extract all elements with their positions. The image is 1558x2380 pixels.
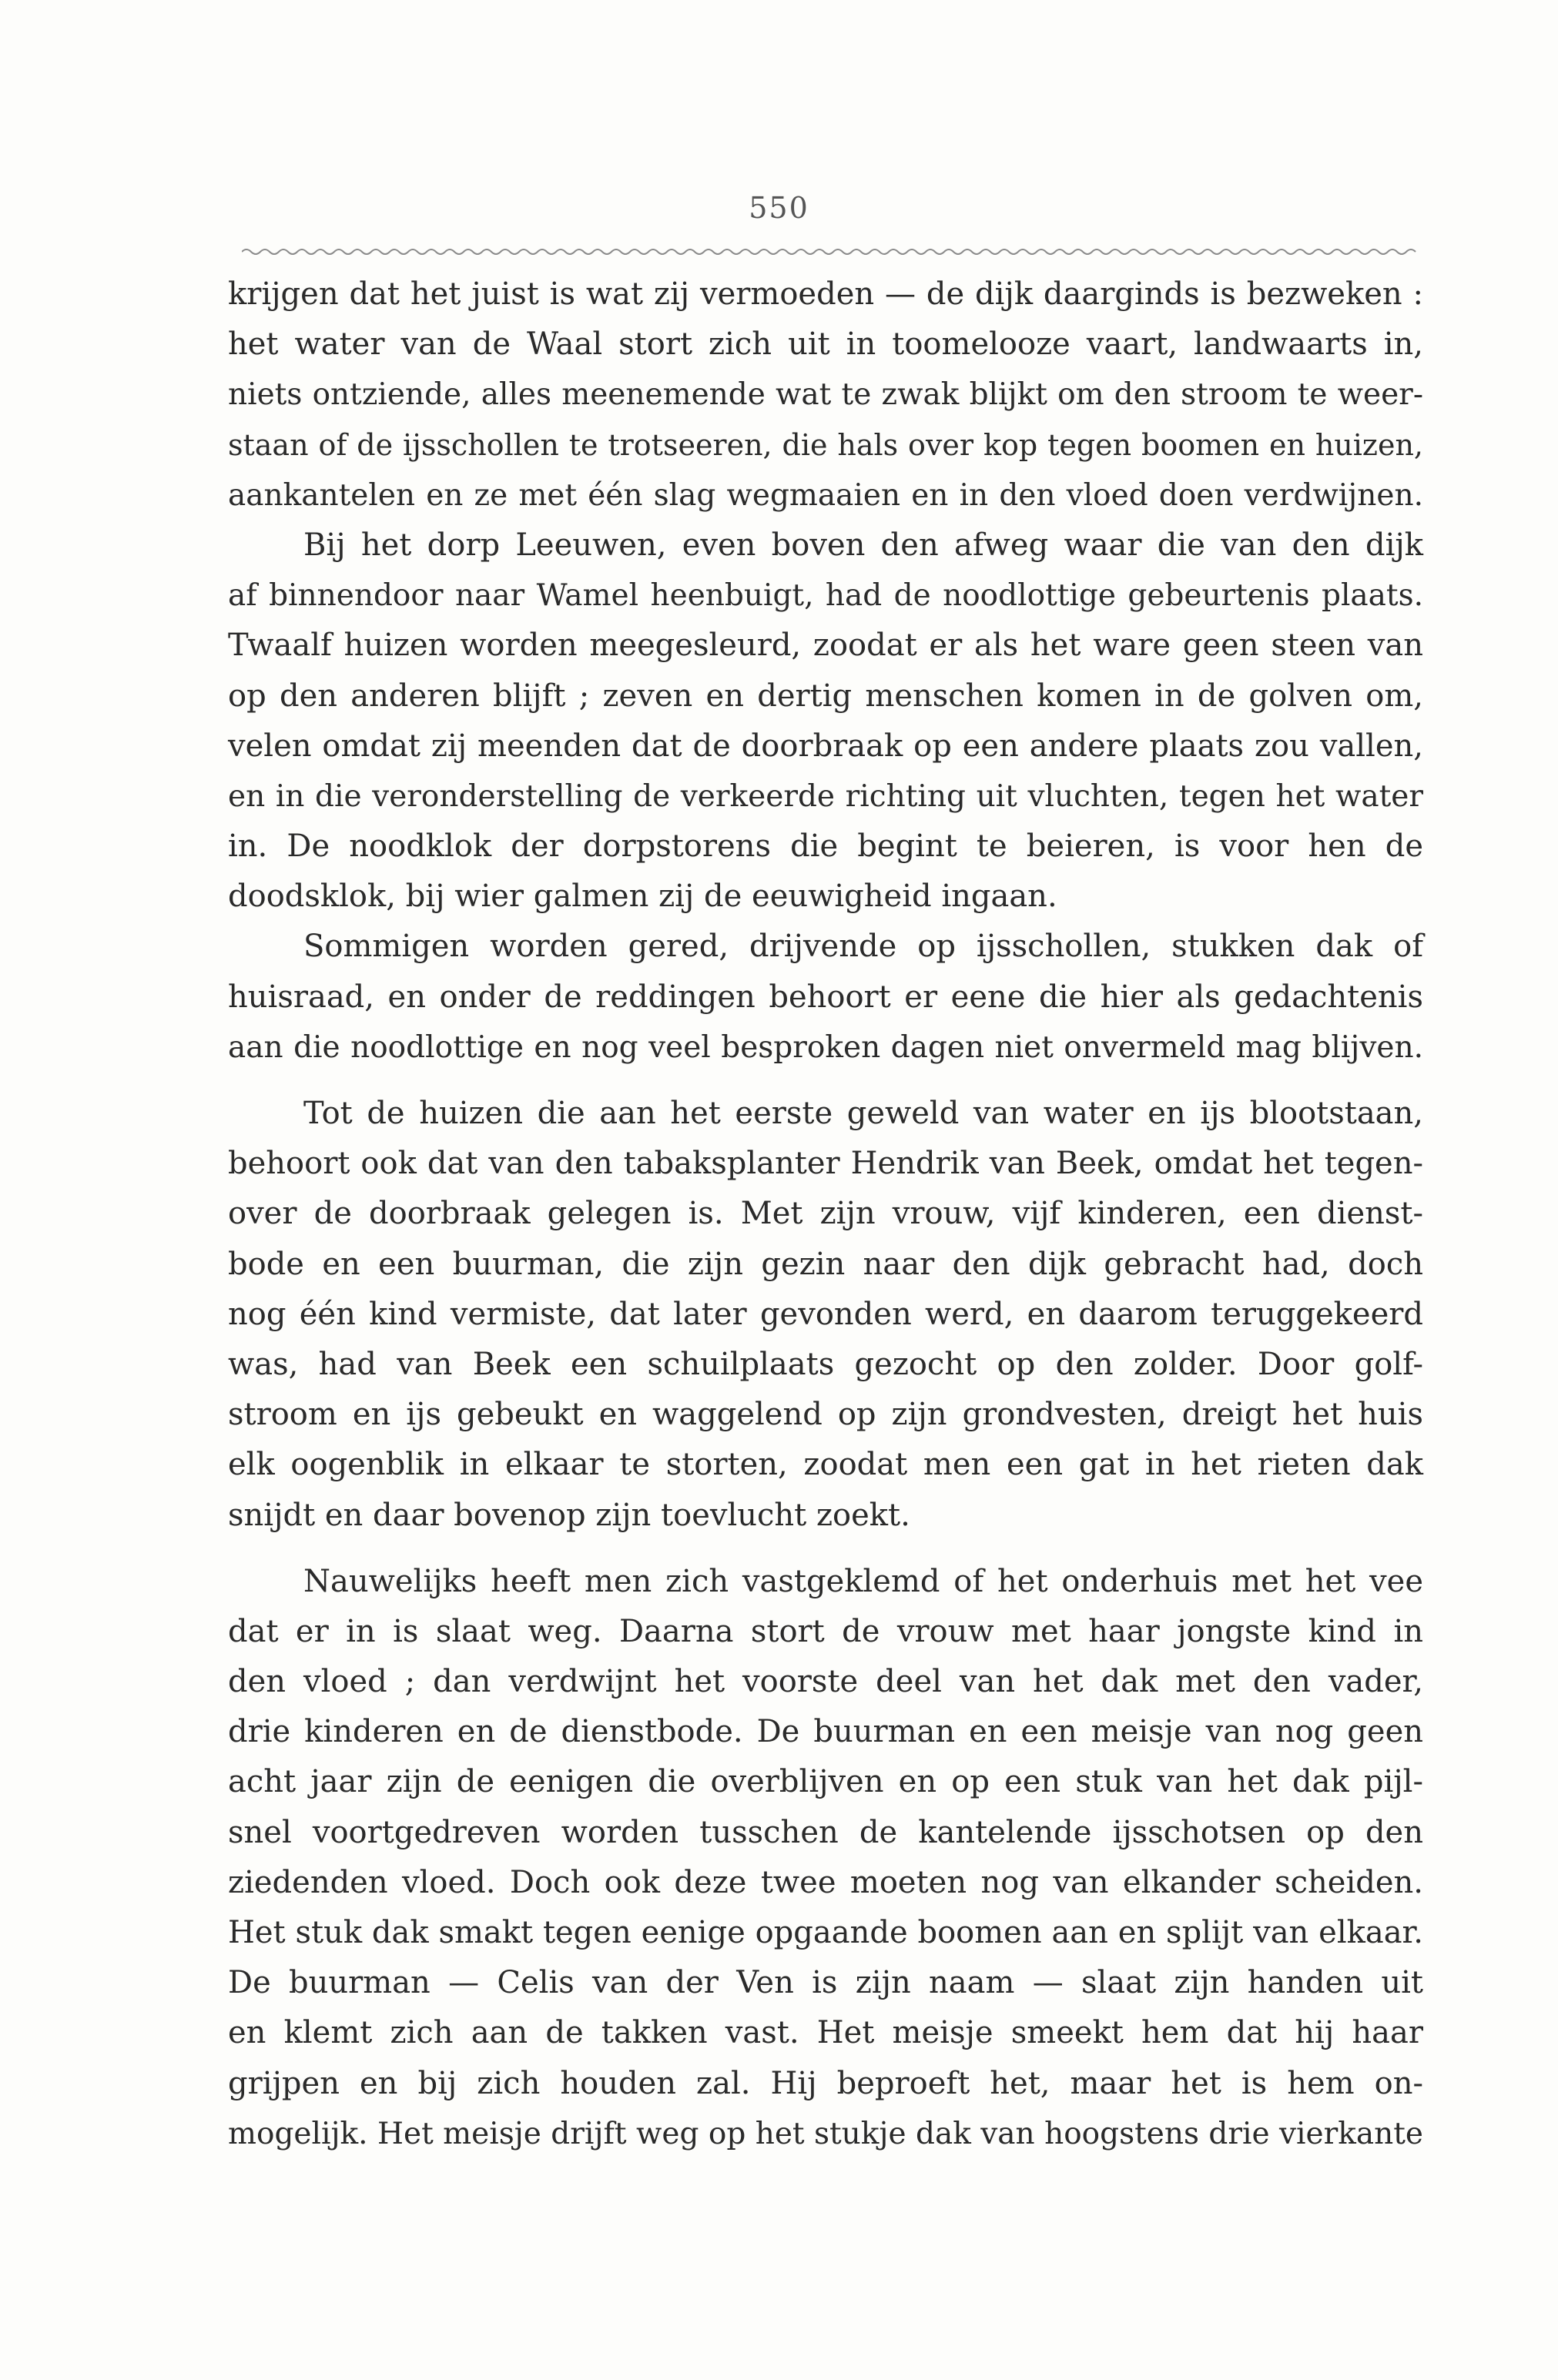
- text-line: Het stuk dak smakt tegen eenige opgaande boomen aan en splijt van elkaar.: [228, 1915, 1423, 1950]
- text-line: acht jaar zijn de eenigen die overblijven en op een stuk van het dak pijl-: [228, 1764, 1423, 1800]
- ornamental-wavy-rule: [242, 246, 1420, 257]
- text-line: over de doorbraak gelegen is. Met zijn vrouw, vijf kinderen, een dienst-: [228, 1196, 1423, 1232]
- text-line: den vloed ; dan verdwijnt het voorste deel van het dak met den vader,: [228, 1664, 1423, 1700]
- text-line: bode en een buurman, die zijn gezin naar den dijk gebracht had, doch: [228, 1246, 1423, 1282]
- text-line: stroom en ijs gebeukt en waggelend op zijn grondvesten, dreigt het huis: [228, 1397, 1423, 1433]
- text-line: Sommigen worden gered, drijvende op ijsschollen, stukken dak of: [303, 929, 1423, 965]
- text-line: en in die veronderstelling de verkeerde richting uit vluchten, tegen het water: [228, 778, 1423, 814]
- text-line: nog één kind vermiste, dat later gevonden werd, en daarom teruggekeerd: [228, 1296, 1423, 1332]
- text-line: het water van de Waal stort zich uit in toomelooze vaart, landwaarts in,: [228, 326, 1423, 363]
- text-line: en klemt zich aan de takken vast. Het meisje smeekt hem dat hij haar: [228, 2015, 1423, 2051]
- text-line: grijpen en bij zich houden zal. Hij beproeft het, maar het is hem on-: [228, 2065, 1423, 2101]
- text-line: snel voortgedreven worden tusschen de kantelende ijsschotsen op den: [228, 1814, 1423, 1850]
- text-line: aankantelen en ze met één slag wegmaaien en in den vloed doen verdwijnen.: [228, 477, 1423, 513]
- text-line: Bij het dorp Leeuwen, even boven den afweg waar die van den dijk: [303, 527, 1423, 563]
- text-line: ziedenden vloed. Doch ook deze twee moeten nog van elkander scheiden.: [228, 1864, 1423, 1900]
- text-line: drie kinderen en de dienstbode. De buurman en een meisje van nog geen: [228, 1714, 1423, 1750]
- text-line: dat er in is slaat weg. Daarna stort de vrouw met haar jongste kind in: [228, 1613, 1423, 1649]
- text-line: doodsklok, bij wier galmen zij de eeuwigheid ingaan.: [228, 879, 1057, 915]
- paragraph-gap: [228, 1541, 1423, 1557]
- text-line: huisraad, en onder de reddingen behoort er eene die hier als gedachtenis: [228, 979, 1423, 1015]
- text-line: in. De noodklok der dorpstorens die begint te beieren, is voor hen de: [228, 828, 1423, 865]
- text-line: snijdt en daar bovenop zijn toevlucht zoekt.: [228, 1497, 910, 1533]
- text-line: mogelijk. Het meisje drijft weg op het stukje dak van hoogstens drie vierkante: [228, 2116, 1423, 2151]
- text-line: De buurman — Celis van der Ven is zijn naam — slaat zijn handen uit: [228, 1965, 1423, 2001]
- text-line: velen omdat zij meenden dat de doorbraak op een andere plaats zou vallen,: [228, 728, 1423, 764]
- text-line: elk oogenblik in elkaar te storten, zoodat men een gat in het rieten dak: [228, 1447, 1423, 1483]
- page-number: 550: [749, 191, 809, 225]
- text-line: behoort ook dat van den tabaksplanter Hendrik van Beek, omdat het tegen-: [228, 1146, 1423, 1182]
- text-line: niets ontziende, alles meenemende wat te zwak blijkt om den stroom te weer-: [228, 377, 1423, 413]
- text-line: staan of de ijsschollen te trotseeren, die hals over kop tegen boomen en huizen,: [228, 427, 1423, 462]
- text-line: Nauwelijks heeft men zich vastgeklemd of het onderhuis met het vee: [303, 1563, 1423, 1599]
- text-line: krijgen dat het juist is wat zij vermoeden — de dijk daarginds is bezweken :: [228, 276, 1423, 312]
- body-text: [228, 269, 1423, 2159]
- text-line: af binnendoor naar Wamel heenbuigt, had de noodlottige gebeurtenis plaats.: [228, 578, 1423, 614]
- text-line: Twaalf huizen worden meegesleurd, zoodat er als het ware geen steen van: [228, 628, 1423, 664]
- text-line: aan die noodlottige en nog veel besproken dagen niet onvermeld mag blijven.: [228, 1029, 1423, 1065]
- paragraph-gap: [228, 1073, 1423, 1089]
- text-line: was, had van Beek een schuilplaats gezocht op den zolder. Door golf-: [228, 1346, 1423, 1382]
- text-line: op den anderen blijft ; zeven en dertig menschen komen in de golven om,: [228, 678, 1423, 714]
- text-line: Tot de huizen die aan het eerste geweld van water en ijs blootstaan,: [303, 1096, 1423, 1131]
